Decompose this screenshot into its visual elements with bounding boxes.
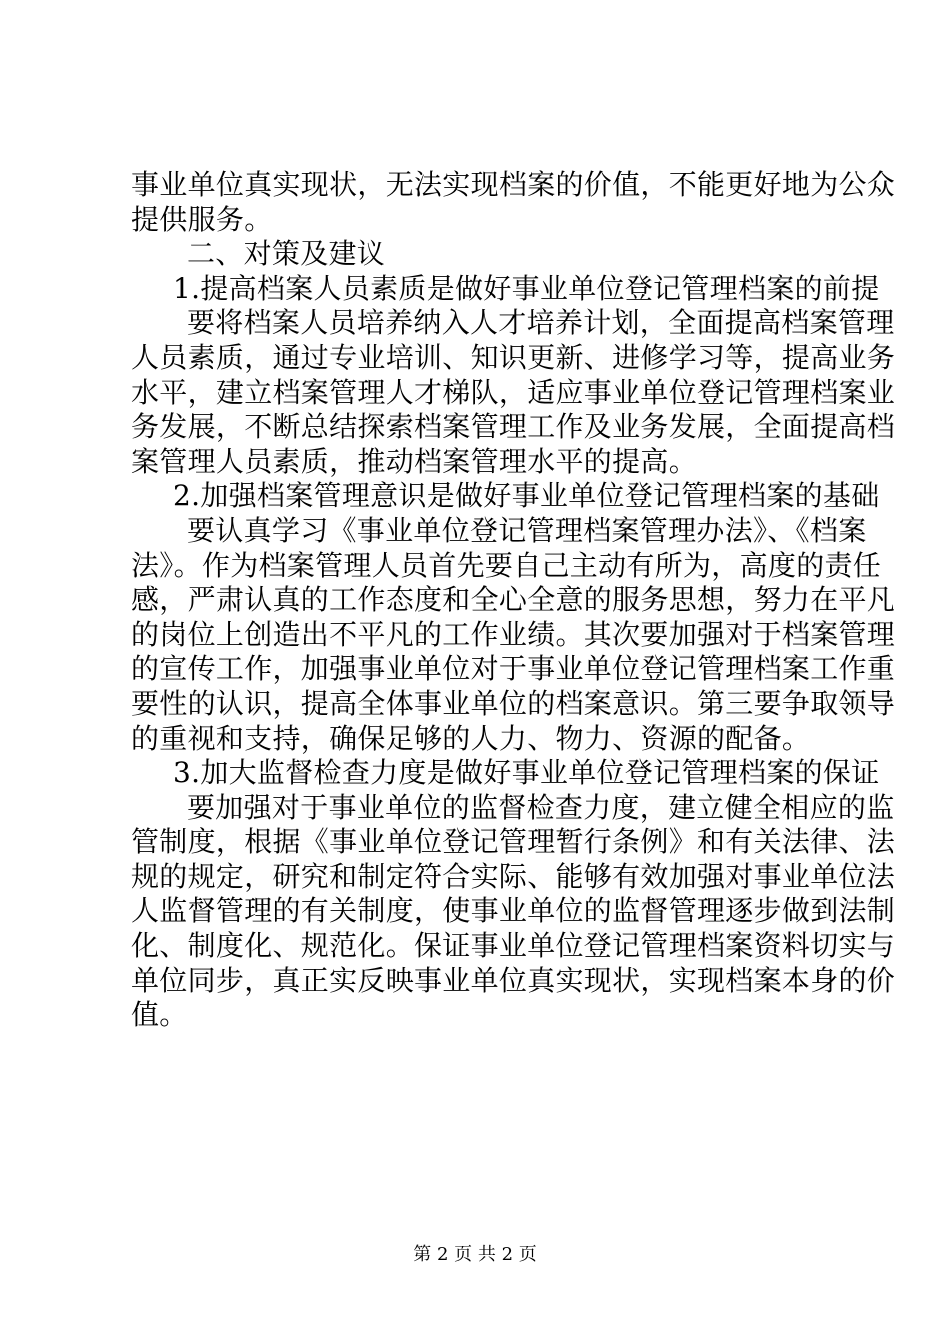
section-heading: 二、对策及建议 <box>187 237 386 271</box>
subsection-heading-3: 3.加大监督检查力度是做好事业单位登记管理档案的保证 <box>173 756 880 790</box>
body-line: 要加强对于事业单位的监督检查力度，建立健全相应的监 <box>187 790 895 824</box>
page-number-footer: 第 2 页 共 2 页 <box>413 1244 537 1265</box>
body-line: 人员素质，通过专业培训、知识更新、进修学习等，提高业务 <box>131 340 896 374</box>
body-line: 化、制度化、规范化。保证事业单位登记管理档案资料切实与 <box>131 929 896 963</box>
body-line: 的宣传工作，加强事业单位对于事业单位登记管理档案工作重 <box>131 652 896 686</box>
body-line: 案管理人员素质，推动档案管理水平的提高。 <box>131 444 698 478</box>
body-line: 要认真学习《事业单位登记管理档案管理办法》、《档案 <box>187 513 867 547</box>
body-line: 感，严肃认真的工作态度和全心全意的服务思想，努力在平凡 <box>131 583 896 617</box>
body-line: 管制度，根据《事业单位登记管理暂行条例》和有关法律、法 <box>131 825 896 859</box>
subsection-heading-1: 1.提高档案人员素质是做好事业单位登记管理档案的前提 <box>173 271 880 305</box>
body-line: 事业单位真实现状，无法实现档案的价值，不能更好地为公众 <box>131 168 896 201</box>
body-line: 人监督管理的有关制度，使事业单位的监督管理逐步做到法制 <box>131 894 896 928</box>
body-line: 务发展，不断总结探索档案管理工作及业务发展，全面提高档 <box>131 410 896 444</box>
body-line: 要性的认识，提高全体事业单位的档案意识。第三要争取领导 <box>131 686 896 720</box>
body-line: 规的规定，研究和制定符合实际、能够有效加强对事业单位法 <box>131 859 896 893</box>
document-body <box>131 168 896 1033</box>
body-line: 提供服务。 <box>131 202 273 236</box>
body-line: 水平，建立档案管理人才梯队，适应事业单位登记管理档案业 <box>131 375 896 409</box>
body-line: 单位同步，真正实反映事业单位真实现状，实现档案本身的价 <box>131 963 896 997</box>
body-line: 的岗位上创造出不平凡的工作业绩。其次要加强对于档案管理 <box>131 617 896 651</box>
body-line: 的重视和支持，确保足够的人力、物力、资源的配备。 <box>131 721 811 755</box>
body-line: 值。 <box>131 998 188 1032</box>
body-line: 法》。作为档案管理人员首先要自己主动有所为，高度的责任 <box>131 548 882 582</box>
body-line: 要将档案人员培养纳入人才培养计划，全面提高档案管理 <box>187 306 895 340</box>
subsection-heading-2: 2.加强档案管理意识是做好事业单位登记管理档案的基础 <box>173 479 880 513</box>
